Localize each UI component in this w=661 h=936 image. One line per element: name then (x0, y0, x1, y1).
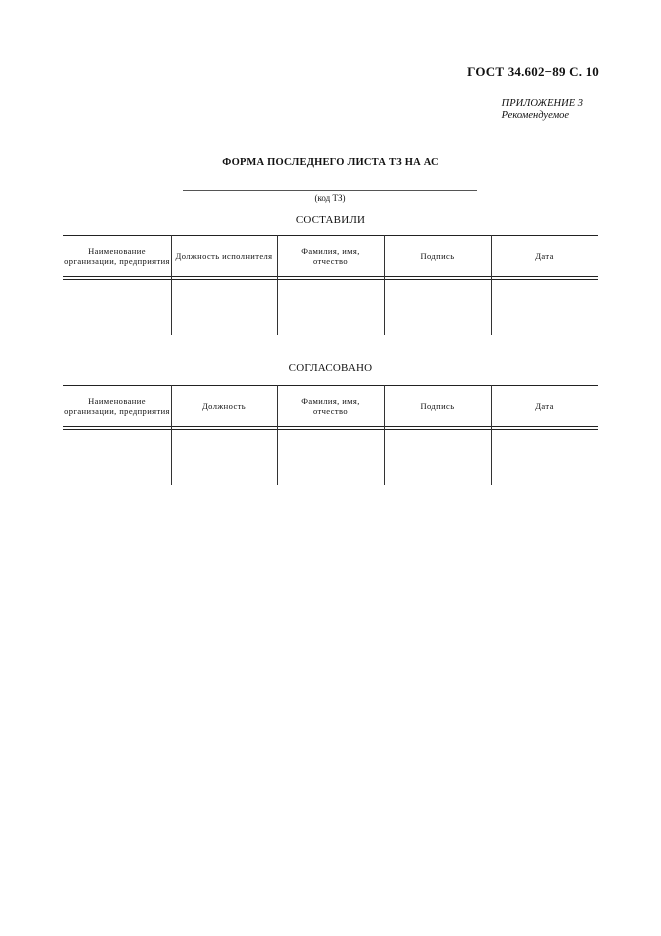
column-header-position: Должность (201, 400, 247, 411)
compiled-by-table (63, 235, 598, 335)
appendix-note: Рекомендуемое (501, 110, 570, 121)
document-reference: ГОСТ 34.602−89 С. 10 (467, 64, 599, 79)
column-header-organization: Наименование организации, предприятия (64, 395, 170, 416)
appendix-label: ПРИЛОЖЕНИЕ 3 (501, 98, 583, 109)
header-double-border (63, 429, 598, 430)
agreed-title: СОГЛАСОВАНО (288, 362, 373, 374)
column-header-full-name: Фамилия, имя, отчество (301, 395, 360, 416)
agreed-table (63, 385, 598, 485)
header-bottom-border (63, 426, 598, 427)
header-bottom-border (63, 276, 598, 277)
column-header-organization: Наименование организации, предприятия (64, 245, 170, 266)
column-header-date: Дата (535, 400, 554, 411)
appendix-block (502, 98, 583, 122)
form-title: ФОРМА ПОСЛЕДНЕГО ЛИСТА ТЗ НА АС (222, 157, 439, 168)
code-fill-line (183, 190, 477, 191)
column-header-date: Дата (535, 250, 554, 261)
column-header-signature: Подпись (420, 250, 455, 261)
compiled-by-title: СОСТАВИЛИ (295, 214, 366, 226)
code-label: (код ТЗ) (314, 193, 346, 203)
column-header-signature: Подпись (420, 400, 455, 411)
column-header-full-name: Фамилия, имя, отчество (301, 245, 360, 266)
column-header-position: Должность исполнителя (175, 250, 273, 261)
header-double-border (63, 279, 598, 280)
